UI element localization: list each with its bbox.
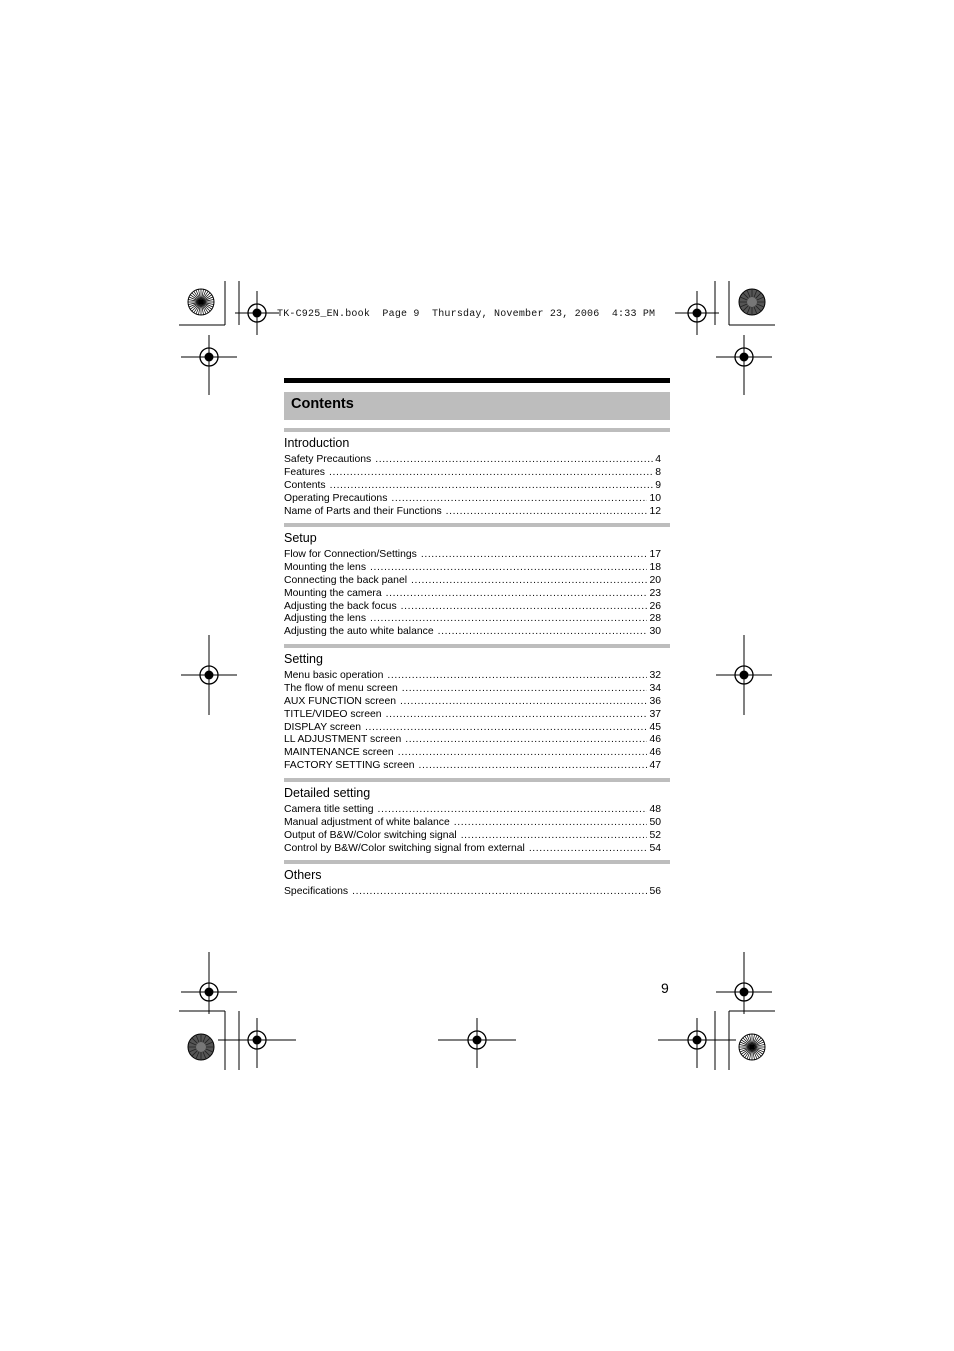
print-header: TK-C925_EN.book Page 9 Thursday, November 23, 2006 4:33 PM (277, 309, 656, 320)
section-setup (284, 523, 670, 639)
toc-entry[interactable]: Output of B&W/Color switching signal ..... 52 (284, 830, 661, 843)
section-rule (284, 428, 670, 432)
toc-entry[interactable]: LL ADJUSTMENT screen ..... 46 (284, 734, 661, 747)
color-target-icon (188, 1034, 214, 1060)
section-rule (284, 644, 670, 648)
toc-entry[interactable]: Safety Precautions ..... 4 (284, 454, 661, 467)
toc-entry[interactable]: FACTORY SETTING screen ..... 47 (284, 760, 661, 773)
section-setting (284, 644, 670, 773)
toc-entry[interactable]: Manual adjustment of white balance ..... 50 (284, 817, 661, 830)
toc-entry[interactable]: Menu basic operation ..... 32 (284, 670, 661, 683)
toc-entry[interactable]: Mounting the lens ..... 18 (284, 562, 661, 575)
section-rule (284, 860, 670, 864)
toc-entry[interactable]: Adjusting the auto white balance ..... 30 (284, 626, 661, 639)
toc-entry[interactable]: Contents ..... 9 (284, 480, 661, 493)
toc-entry[interactable]: Specifications ..... 56 (284, 886, 661, 899)
top-rule (284, 378, 670, 383)
section-title: Detailed setting (284, 786, 371, 800)
toc-entry[interactable]: Camera title setting ..... 48 (284, 804, 661, 817)
toc-entry[interactable]: Flow for Connection/Settings ..... 17 (284, 549, 661, 562)
section-others (284, 860, 670, 899)
section-title: Setup (284, 531, 317, 545)
toc-entry[interactable]: MAINTENANCE screen ..... 46 (284, 747, 661, 760)
section-introduction (284, 428, 670, 518)
toc-entry[interactable]: AUX FUNCTION screen ..... 36 (284, 696, 661, 709)
color-target-icon (188, 289, 214, 315)
toc-entry[interactable]: Mounting the camera ..... 23 (284, 588, 661, 601)
section-title: Introduction (284, 436, 350, 450)
toc-entry[interactable]: Control by B&W/Color switching signal from external ..... 54 (284, 843, 661, 856)
toc-entry[interactable]: Adjusting the back focus ..... 26 (284, 601, 661, 614)
section-title: Setting (284, 652, 323, 666)
toc-entry[interactable]: TITLE/VIDEO screen ..... 37 (284, 709, 661, 722)
page-number: 9 (661, 980, 669, 996)
registration-mark-icon (675, 291, 719, 335)
color-target-icon (739, 1034, 765, 1060)
section-detailed-setting (284, 778, 670, 856)
title-band (284, 392, 670, 420)
toc-entry[interactable]: Name of Parts and their Functions ..... 12 (284, 506, 661, 519)
registration-mark-icon (235, 291, 279, 335)
toc-entry[interactable]: Features ..... 8 (284, 467, 661, 480)
section-title: Others (284, 868, 322, 882)
section-rule (284, 778, 670, 782)
toc-entry[interactable]: Operating Precautions ..... 10 (284, 493, 661, 506)
toc-entry[interactable]: DISPLAY screen ..... 45 (284, 722, 661, 735)
page-title: Contents (291, 396, 354, 412)
toc-entry[interactable]: The flow of menu screen ..... 34 (284, 683, 661, 696)
color-target-icon (739, 289, 765, 315)
toc-entry[interactable]: Connecting the back panel ..... 20 (284, 575, 661, 588)
toc-entry[interactable]: Adjusting the lens ..... 28 (284, 613, 661, 626)
section-rule (284, 523, 670, 527)
